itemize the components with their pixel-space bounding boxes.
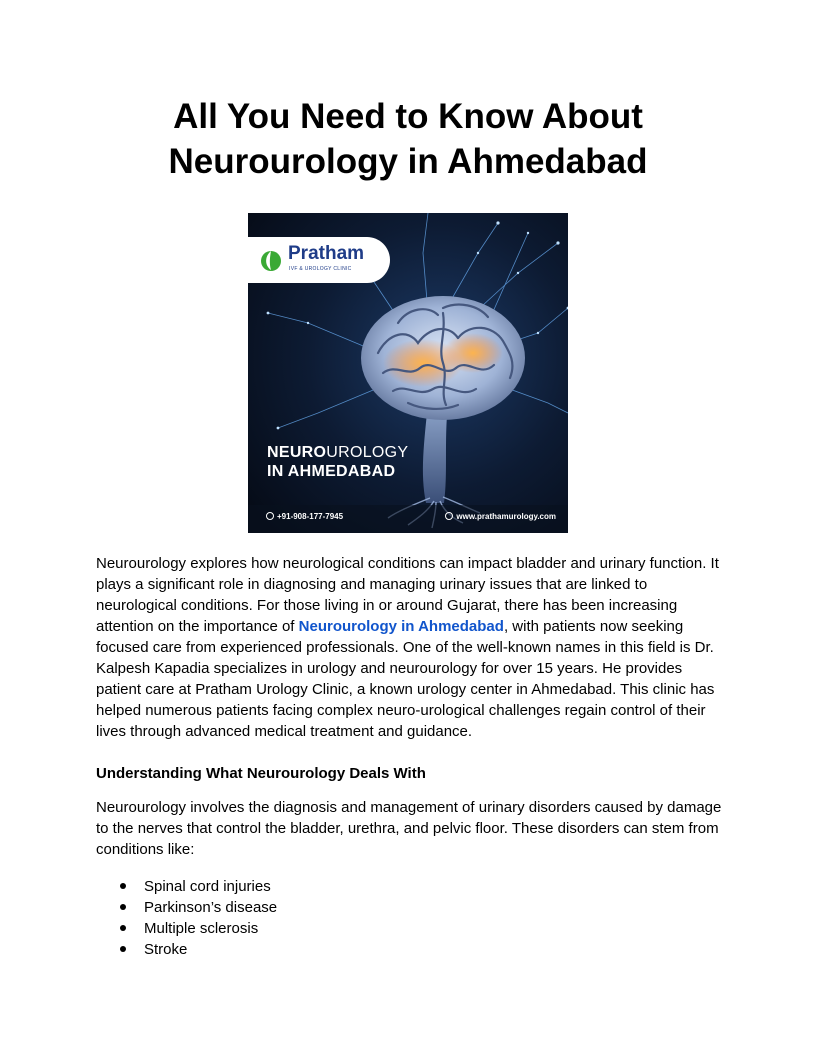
list-item: Spinal cord injuries	[96, 876, 277, 897]
conditions-list	[96, 876, 277, 960]
hero-heading-line-2: IN AHMEDABAD	[267, 463, 396, 480]
page-title	[0, 94, 816, 184]
hero-phone	[266, 512, 343, 521]
section-heading: Understanding What Neurourology Deals With	[96, 765, 426, 782]
title-line-2: Neurourology in Ahmedabad	[168, 142, 648, 181]
section-paragraph: Neurourology involves the diagnosis and management of urinary disorders caused by damage to the nerves that control the bladder, urethra, and pelvic floor. These disorders can stem from conditions like:	[96, 799, 722, 858]
globe-icon	[445, 512, 453, 520]
title-line-1: All You Need to Know About	[173, 97, 643, 136]
phone-icon	[266, 512, 274, 520]
intro-paragraph	[96, 553, 726, 742]
logo-subtitle: IVF & UROLOGY CLINIC	[289, 266, 352, 272]
list-item: Stroke	[96, 939, 277, 960]
logo-name: Pratham	[288, 243, 365, 264]
hero-image	[248, 213, 568, 533]
leaf-logo-icon	[260, 248, 282, 272]
intro-text-before-link: Neurourology explores how neurological conditions can impact bladder and urinary function. It plays a significant role in diagnosing and managing urinary issues that are linked to neurological conditions. For those living in or around Gujarat, there has been increasing attention on the importance of	[96, 555, 719, 635]
hero-heading	[267, 443, 408, 481]
clinic-logo	[248, 237, 390, 283]
hero-footer	[248, 509, 568, 525]
neurourology-ahmedabad-link[interactable]: Neurourology in Ahmedabad	[298, 618, 504, 635]
intro-text-after-link: , with patients now seeking focused care from experienced professionals. One of the well-known names in this field is Dr. Kalpesh Kapadia specializes in urology and neurourology for over 15 years. He provides patient care at Pratham Urology Clinic, a known urology center in Ahmedabad. This clinic has helped numerous patients facing complex neuro-urological challenges regain control of their lives through advanced medical treatment and guidance.	[96, 618, 715, 740]
list-item: Multiple sclerosis	[96, 918, 277, 939]
hero-website	[445, 512, 556, 521]
list-item: Parkinson’s disease	[96, 897, 277, 918]
hero-phone-text: +91-908-177-7945	[277, 512, 344, 521]
hero-heading-light: UROLOGY	[326, 444, 409, 461]
hero-heading-bold: NEURO	[267, 444, 327, 461]
hero-website-text: www.prathamurology.com	[456, 512, 556, 521]
